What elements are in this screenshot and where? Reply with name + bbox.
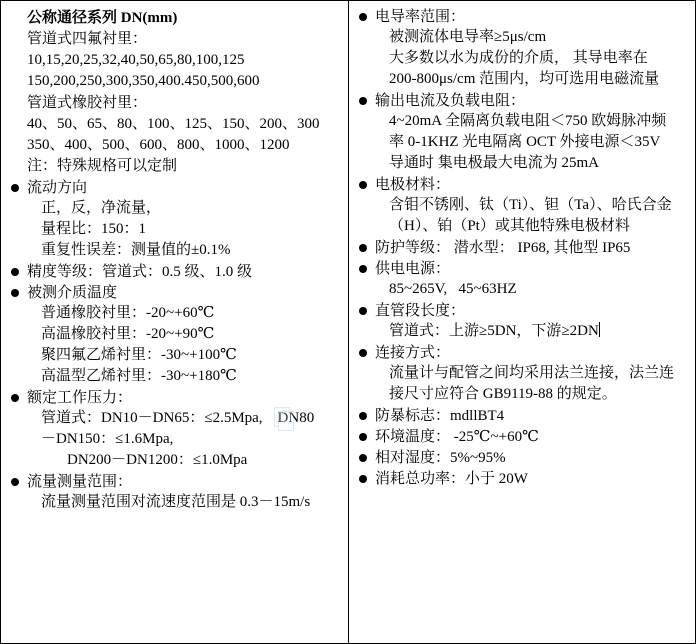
spec-block-heading: 相对湿度：5%~95%	[375, 450, 506, 466]
spec-block	[9, 93, 340, 177]
spec-block	[357, 427, 687, 447]
spec-line: 10,15,20,25,32,40,50,65,80,100,125	[27, 52, 245, 68]
bullet-icon	[359, 181, 367, 189]
text-caret	[599, 322, 600, 337]
spec-block-heading: 流量测量范围：	[27, 474, 133, 490]
spec-block-heading: 连接方式：	[375, 345, 451, 361]
bullet-icon	[359, 412, 367, 420]
spec-block	[357, 343, 687, 405]
bullet-icon	[11, 184, 19, 192]
spec-line: 管道式：DN10－DN65：≤2.5Mpa, DN80	[41, 410, 315, 426]
bullet-icon	[359, 97, 367, 105]
spec-line: 高温型乙烯衬里：-30~+180℃	[41, 368, 237, 384]
spec-line: 被测流体电导率≥5μs/cm	[389, 29, 547, 45]
spec-block-heading: 供电电源：	[375, 261, 451, 277]
bullet-icon	[11, 478, 19, 486]
bullet-icon	[11, 289, 19, 297]
spec-line: 4~20mA 全隔离负载电阻＜750 欧姆脉冲频	[389, 113, 667, 129]
spec-block	[357, 406, 687, 426]
spec-block-heading: 防护等级： 潜水型： IP68, 其他型 IP65	[375, 240, 631, 256]
spec-line: 200-800μs/cm 范围内，均可选用电磁流量	[389, 71, 660, 87]
spec-line: 普通橡胶衬里：-20~+60℃	[41, 305, 215, 321]
spec-block-heading: 环境温度： -25℃~+60℃	[375, 429, 539, 445]
bullet-icon	[359, 13, 367, 21]
right-column-blocks	[357, 7, 687, 489]
spec-block-heading: 电导率范围：	[375, 9, 466, 25]
spec-line: 正，反，净流量，	[41, 200, 162, 216]
bullet-icon	[359, 433, 367, 441]
spec-line: 管道式：上游≥5DN，下游≥2DN	[389, 323, 599, 339]
spec-line: －DN150：≤1.6Mpa,	[41, 431, 174, 447]
spec-line: DN200－DN1200：≤1.0Mpa	[67, 452, 248, 468]
left-column-blocks	[9, 29, 340, 513]
spec-block	[9, 262, 340, 282]
spec-line: 85~265V, 45~63HZ	[389, 281, 517, 297]
bullet-icon	[359, 475, 367, 483]
bullet-icon	[359, 265, 367, 273]
spec-block	[9, 178, 340, 261]
spec-line: 导通时 集电极最大电流为 25mA	[389, 155, 600, 171]
spec-line: 大多数以水为成份的介质， 其导电率在	[389, 50, 648, 66]
spec-block	[357, 301, 687, 342]
spec-line: 含钼不锈刚、钛（Ti）、钽（Ta）、哈氏合金	[389, 197, 672, 213]
spec-block	[9, 472, 340, 513]
spec-line: 聚四氟乙烯衬里：-30~+100℃	[41, 347, 237, 363]
spec-block-heading: 管道式四氟衬里：	[27, 31, 148, 47]
spec-line: 350、400、500、600、800、1000、1200	[27, 137, 290, 153]
spec-block	[357, 7, 687, 90]
spec-block	[357, 469, 687, 489]
spec-block-heading: 管道式橡胶衬里：	[27, 95, 148, 111]
spec-block-heading: 精度等级：管道式：0.5 级、1.0 级	[27, 264, 253, 280]
spec-block	[357, 448, 687, 468]
spec-block-heading: 电极材料：	[375, 177, 451, 193]
spec-block	[357, 259, 687, 300]
spec-line: 流量测量范围对流速度范围是 0.3－15m/s	[41, 494, 311, 510]
spec-line: （H）、铂（Pt）或其他特殊电极材料	[389, 218, 630, 234]
spec-line: 高温橡胶衬里：-20~+90℃	[41, 326, 215, 342]
bullet-icon	[359, 349, 367, 357]
spec-block-heading: 防暴标志：mdllBT4	[375, 408, 505, 424]
spec-block-heading: 额定工作压力：	[27, 390, 133, 406]
bullet-icon	[11, 268, 19, 276]
document-watermark-icon	[272, 405, 294, 431]
spec-block	[357, 91, 687, 174]
spec-line: 150,200,250,300,350,400.450,500,600	[27, 73, 260, 89]
spec-block-heading: 流动方向	[27, 180, 88, 196]
spec-block-heading: 输出电流及负载电阻：	[375, 93, 526, 109]
bullet-icon	[359, 454, 367, 462]
bullet-icon	[11, 394, 19, 402]
left-column-title: 公称通径系列 DN(mm)	[27, 10, 178, 26]
spec-line: 量程比：150：1	[41, 221, 147, 237]
spec-line: 40、50、65、80、100、125、150、200、300	[27, 116, 320, 132]
spec-line: 流量计与配管之间均采用法兰连接，法兰连	[389, 365, 675, 381]
bullet-icon	[359, 244, 367, 252]
spec-line: 注：特殊规格可以定制	[27, 158, 178, 174]
right-column	[348, 0, 696, 644]
spec-block	[9, 29, 340, 92]
spec-block	[357, 238, 687, 258]
spec-line: 重复性误差：测量值的±0.1%	[41, 242, 231, 258]
spec-block	[357, 175, 687, 237]
bullet-icon	[359, 307, 367, 315]
spec-line: 接尺寸应符合 GB9119-88 的规定。	[389, 386, 617, 402]
spec-line: 率 0-1KHZ 光电隔离 OCT 外接电源＜35V	[389, 134, 661, 150]
spec-block	[9, 283, 340, 387]
spec-block-heading: 直管段长度：	[375, 303, 466, 319]
spec-block-heading: 消耗总功率：小于 20W	[375, 471, 528, 487]
spec-block-heading: 被测介质温度	[27, 285, 118, 301]
